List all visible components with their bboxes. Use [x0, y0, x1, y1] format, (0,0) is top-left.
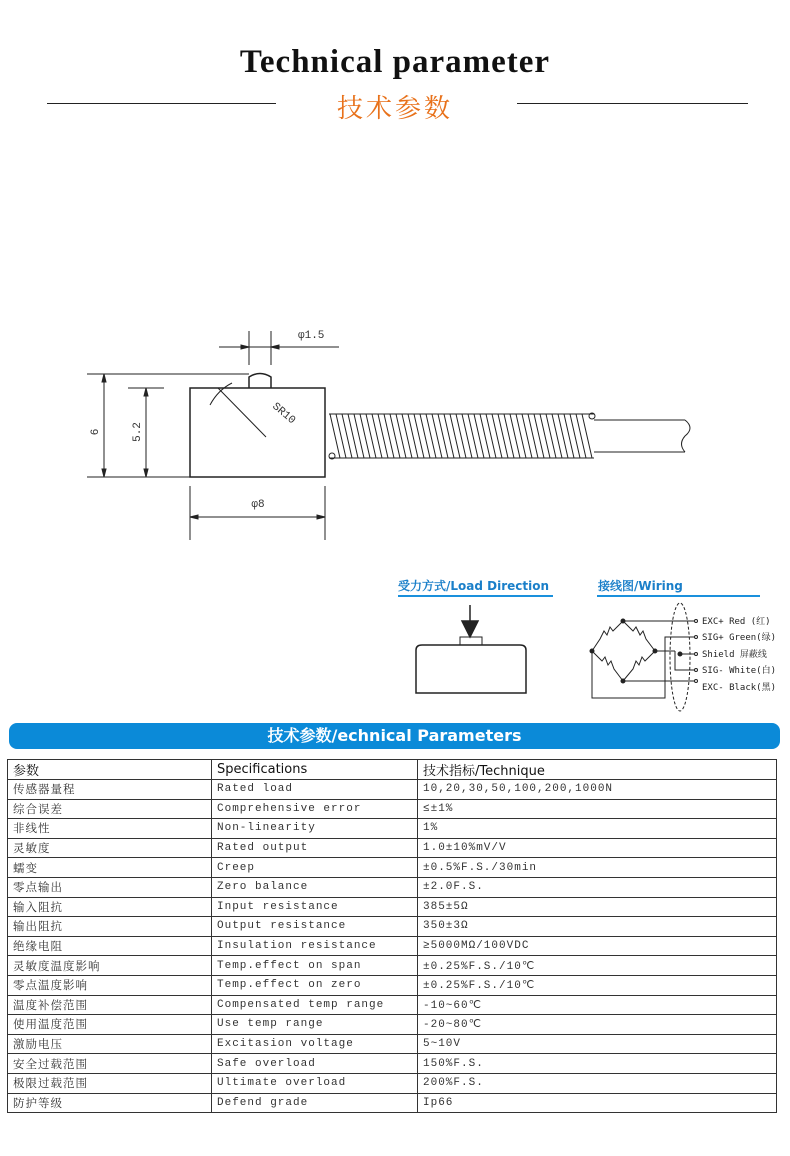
param-en: Zero balance — [212, 877, 418, 897]
param-value: ±2.0F.S. — [418, 877, 777, 897]
param-cn: 绝缘电阻 — [8, 936, 212, 956]
parameters-banner: 技术参数/echnical Parameters — [9, 723, 780, 749]
param-en: Creep — [212, 858, 418, 878]
wiring-diagram — [580, 600, 790, 712]
table-row — [8, 858, 777, 878]
param-cn: 输出阻抗 — [8, 917, 212, 937]
param-value: 1.0±10%mV/V — [418, 838, 777, 858]
param-value: ±0.25%F.S./10℃ — [418, 956, 777, 976]
table-row — [8, 838, 777, 858]
table-row — [8, 917, 777, 937]
param-en: Compensated temp range — [212, 995, 418, 1015]
table-row — [8, 1054, 777, 1074]
param-en: Output resistance — [212, 917, 418, 937]
param-en: Insulation resistance — [212, 936, 418, 956]
header-technique: 技术指标/Technique — [418, 760, 777, 780]
param-cn: 零点温度影响 — [8, 975, 212, 995]
param-en: Use temp range — [212, 1015, 418, 1035]
table-row — [8, 1093, 777, 1113]
pin-diameter-label: φ1.5 — [298, 330, 325, 342]
table-row — [8, 1015, 777, 1035]
param-en: Non-linearity — [212, 819, 418, 839]
param-cn: 零点输出 — [8, 877, 212, 897]
table-row — [8, 975, 777, 995]
table-row — [8, 780, 777, 800]
wire-label-shield: Shield 屏蔽线 — [702, 650, 767, 660]
param-en: Excitasion voltage — [212, 1034, 418, 1054]
param-en: Input resistance — [212, 897, 418, 917]
table-row — [8, 995, 777, 1015]
load-direction-underline — [398, 595, 553, 597]
table-row — [8, 936, 777, 956]
table-row — [8, 1034, 777, 1054]
table-header-row — [8, 760, 777, 780]
wire-label-exc-minus: EXC- Black(黑) — [702, 683, 777, 693]
parameters-table — [7, 759, 777, 1113]
param-en: Safe overload — [212, 1054, 418, 1074]
param-cn: 综合误差 — [8, 799, 212, 819]
param-value: 385±5Ω — [418, 897, 777, 917]
param-en: Temp.effect on zero — [212, 975, 418, 995]
page-subtitle: 技术参数 — [336, 94, 453, 124]
param-en: Temp.effect on span — [212, 956, 418, 976]
param-cn: 非线性 — [8, 819, 212, 839]
param-value: Ip66 — [418, 1093, 777, 1113]
header-specifications: Specifications — [212, 760, 418, 780]
param-en: Defend grade — [212, 1093, 418, 1113]
param-cn: 传感器量程 — [8, 780, 212, 800]
wire-label-sig-minus: SIG- White(白) — [702, 666, 777, 676]
param-en: Comprehensive error — [212, 799, 418, 819]
table-row — [8, 1073, 777, 1093]
wire-label-exc-plus: EXC+ Red (红) — [702, 617, 771, 627]
dimension-drawing — [0, 310, 790, 550]
param-cn: 激励电压 — [8, 1034, 212, 1054]
param-en: Ultimate overload — [212, 1073, 418, 1093]
page-title: Technical parameter — [239, 44, 551, 80]
param-cn: 输入阻抗 — [8, 897, 212, 917]
down-arrow-icon — [462, 621, 478, 637]
param-value: 150%F.S. — [418, 1054, 777, 1074]
sphere-radius-label: SR10 — [269, 400, 298, 428]
body-height-label: 5.2 — [132, 422, 144, 442]
table-row — [8, 956, 777, 976]
param-value: -20~80℃ — [418, 1015, 777, 1035]
param-cn: 温度补偿范围 — [8, 995, 212, 1015]
param-en: Rated load — [212, 780, 418, 800]
param-cn: 灵敏度 — [8, 838, 212, 858]
param-cn: 防护等级 — [8, 1093, 212, 1113]
body-diameter-label: φ8 — [251, 499, 265, 511]
header-param-cn: 参数 — [8, 760, 212, 780]
param-value: 10,20,30,50,100,200,1000N — [418, 780, 777, 800]
table-row — [8, 877, 777, 897]
param-value: ≤±1% — [418, 799, 777, 819]
param-en: Rated output — [212, 838, 418, 858]
load-direction-heading: 受力方式/Load Direction — [398, 579, 550, 593]
param-value: 5~10V — [418, 1034, 777, 1054]
total-height-label: 6 — [90, 428, 102, 436]
wire-label-sig-plus: SIG+ Green(绿) — [702, 633, 777, 643]
param-value: 200%F.S. — [418, 1073, 777, 1093]
param-value: -10~60℃ — [418, 995, 777, 1015]
wiring-heading: 接线图/Wiring — [598, 579, 683, 593]
param-value: ≥5000MΩ/100VDC — [418, 936, 777, 956]
param-cn: 安全过载范围 — [8, 1054, 212, 1074]
table-row — [8, 799, 777, 819]
load-direction-diagram — [410, 605, 540, 700]
param-cn: 使用温度范围 — [8, 1015, 212, 1035]
table-row — [8, 897, 777, 917]
wiring-underline — [597, 595, 760, 597]
param-cn: 蠕变 — [8, 858, 212, 878]
param-value: 1% — [418, 819, 777, 839]
param-value: ±0.5%F.S./30min — [418, 858, 777, 878]
table-row — [8, 819, 777, 839]
param-value: ±0.25%F.S./10℃ — [418, 975, 777, 995]
param-value: 350±3Ω — [418, 917, 777, 937]
param-cn: 灵敏度温度影响 — [8, 956, 212, 976]
title-divider-right — [517, 103, 748, 104]
param-cn: 极限过载范围 — [8, 1073, 212, 1093]
